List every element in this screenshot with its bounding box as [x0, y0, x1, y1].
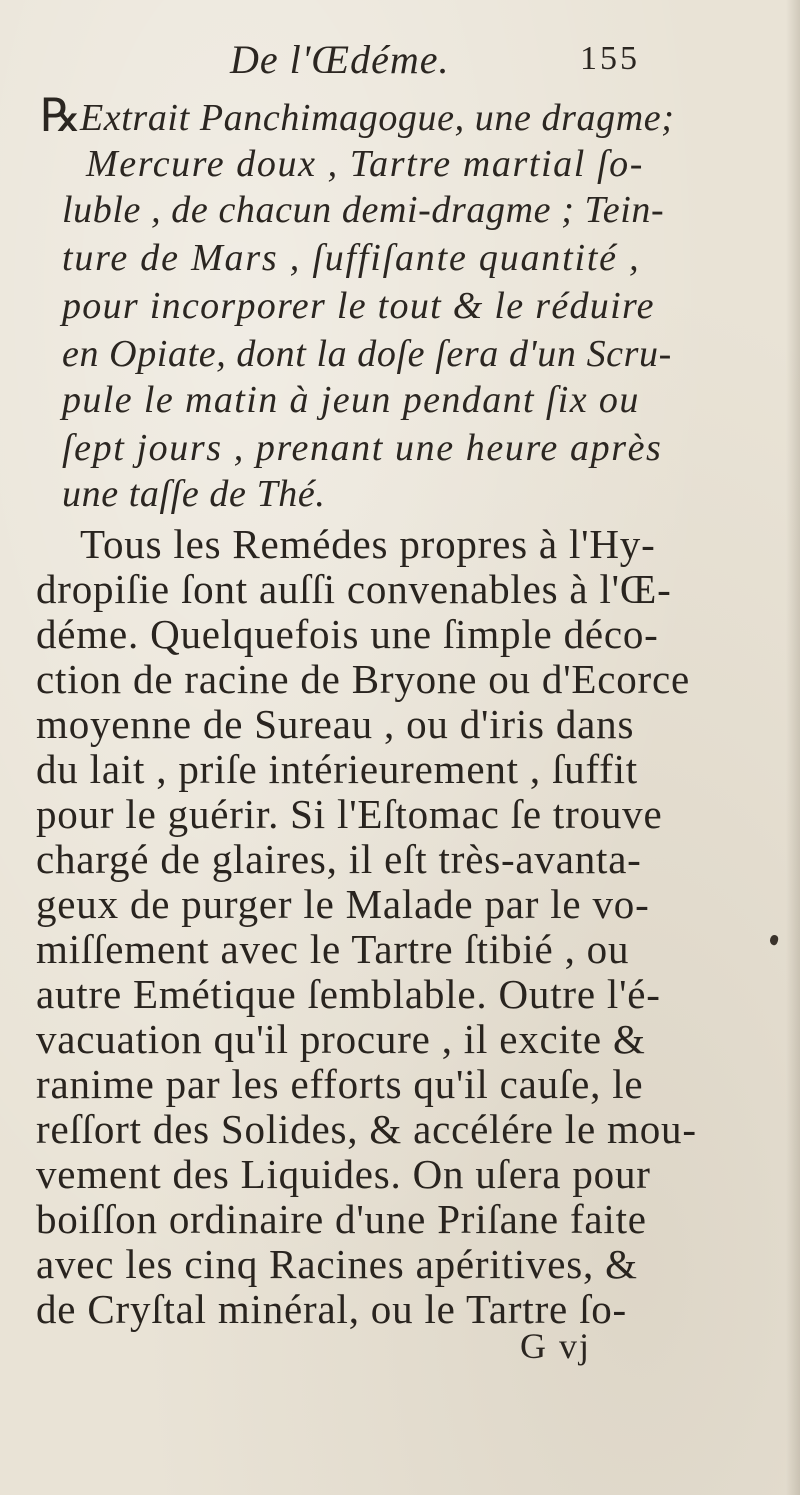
text-line: chargé de glaires, il eſt très-avanta- — [36, 836, 642, 882]
signature-mark: G vj — [520, 1326, 591, 1366]
text-line: moyenne de Sureau , ou d'iris dans — [36, 701, 635, 747]
recipe-line: pule le matin à jeun pendant ſix ou — [62, 379, 640, 421]
recipe-line: luble , de chacun demi-dragme ; Tein- — [62, 189, 665, 231]
text-line: de Cryſtal minéral, ou le Tartre ſo- — [36, 1286, 628, 1332]
text-line: reſſort des Solides, & accélére le mou- — [36, 1106, 697, 1152]
text-line: ranime par les efforts qu'il cauſe, le — [36, 1061, 644, 1107]
recipe-symbol: ℞ — [40, 88, 82, 142]
recipe-line: pour incorporer le tout & le réduire — [62, 285, 655, 327]
text-line: ction de racine de Bryone ou d'Ecorce — [36, 656, 690, 702]
text-line: vacuation qu'il procure , il excite & — [36, 1016, 646, 1062]
recipe-line: une taſſe de Thé. — [62, 473, 326, 515]
running-head: De l'Œdéme. — [230, 37, 450, 82]
recipe-line: ture de Mars , ſuffiſante quantité , — [62, 237, 641, 279]
recipe-line: ſept jours , prenant une heure après — [62, 427, 663, 469]
text-line: boiſſon ordinaire d'une Priſane faite — [36, 1196, 647, 1242]
page-edge-shadow — [786, 0, 800, 1495]
text-line: dropiſie ſont auſſi convenables à l'Œ- — [36, 566, 672, 612]
text-line: geux de purger le Malade par le vo- — [36, 881, 650, 927]
text-line: avec les cinq Racines apéritives, & — [36, 1241, 638, 1287]
text-line: déme. Quelquefois une ſimple déco- — [36, 611, 659, 657]
text-line: autre Emétique ſemblable. Outre l'é- — [36, 971, 661, 1017]
page-number: 155 — [580, 40, 640, 77]
text-line: miſſement avec le Tartre ſtibié , ou — [36, 926, 630, 972]
recipe-line: Mercure doux , Tartre martial ſo- — [86, 143, 645, 185]
recipe-line: Extrait Panchimagogue, une dragme; — [80, 97, 675, 139]
ink-speck — [769, 934, 780, 946]
text-line: du lait , priſe intérieurement , ſuffit — [36, 746, 638, 792]
text-line: pour le guérir. Si l'Eſtomac ſe trouve — [36, 791, 663, 837]
text-line: Tous les Remédes propres à l'Hy- — [80, 521, 656, 567]
text-line: vement des Liquides. On uſera pour — [36, 1151, 651, 1197]
recipe-line: en Opiate, dont la doſe ſera d'un Scru- — [62, 333, 672, 375]
